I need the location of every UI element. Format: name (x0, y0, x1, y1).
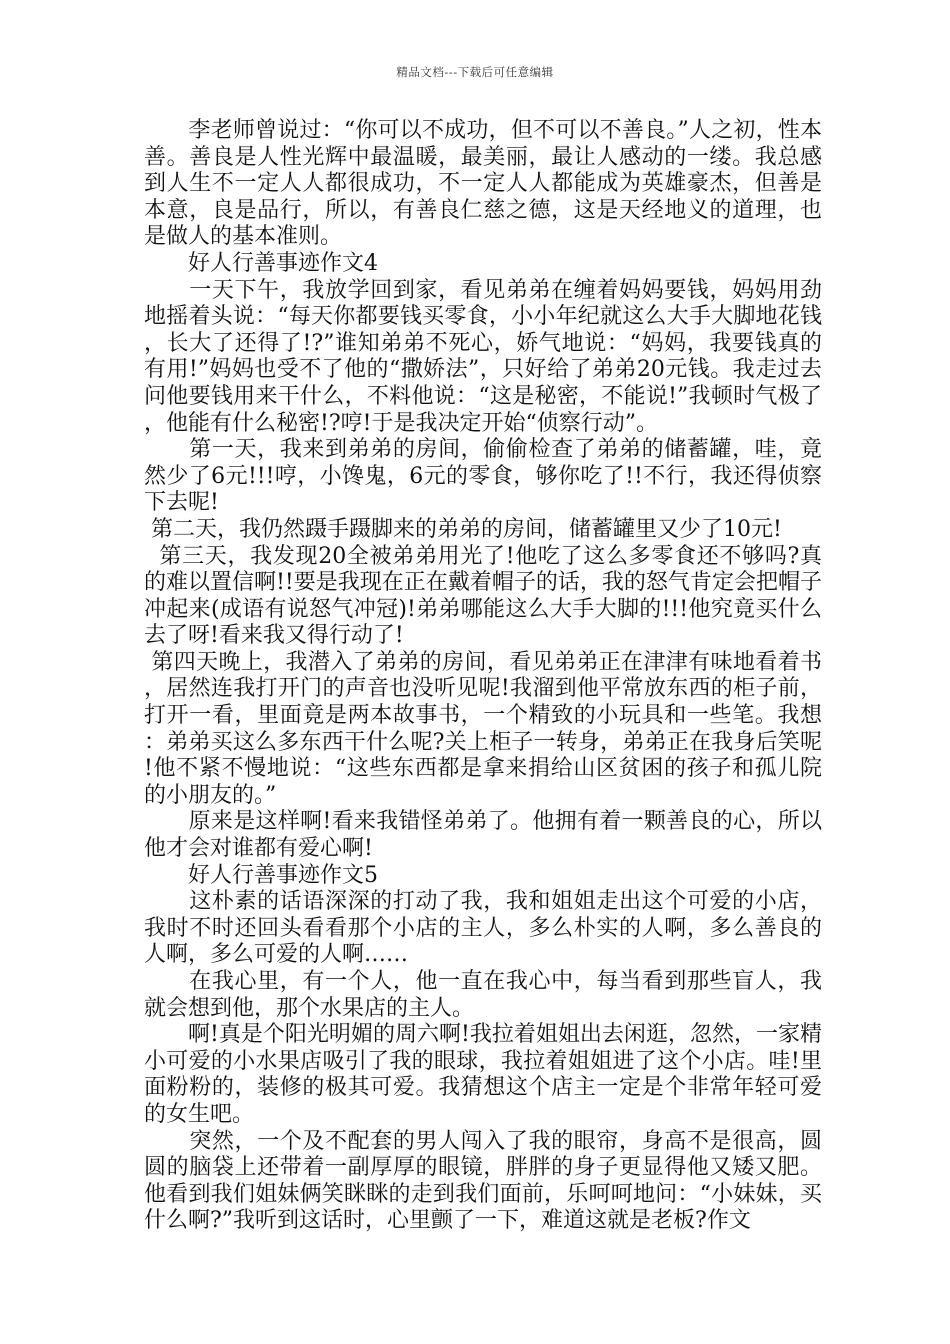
paragraph: 一天下午，我放学回到家，看见弟弟在缠着妈妈要钱，妈妈用劲地摇着头说：“每天你都要钱买零食，小小年纪就这么大手大脚地花钱，长大了还得了!?”谁知弟弟不死心，娇气地说：“妈妈，我要钱真的有用!”妈妈也受不了他的“撒娇法”，只好给了弟弟20元钱。我走过去问他要钱用来干什么，不料他说：“这是秘密，不能说!”我顿时气极了，他能有什么秘密!?哼!于是我决定开始“侦察行动”。 (144, 277, 822, 436)
paragraph: 在我心里，有一个人，他一直在我心中，每当看到那些盲人，我就会想到他，那个水果店的主人。 (144, 969, 822, 1021)
document-body (144, 118, 822, 1235)
paragraph: 这朴素的话语深深的打动了我，我和姐姐走出这个可爱的小店，我时不时还回头看看那个小店的主人，多么朴实的人啊，多么善良的人啊，多么可爱的人啊…… (144, 889, 822, 968)
paragraph: 第二天，我仍然蹑手蹑脚来的弟弟的房间，储蓄罐里又少了10元! (144, 516, 782, 542)
paragraph: 原来是这样啊!看来我错怪弟弟了。他拥有着一颗善良的心，所以他才会对谁都有爱心啊! (144, 809, 822, 862)
page-header: 精品文档---下载后可任意编辑 (396, 65, 554, 79)
paragraph: 第三天，我发现20全被弟弟用光了!他吃了这么多零食还不够吗?真的难以置信啊!!要是我现在正在戴着帽子的话，我的怒气肯定会把帽子冲起来(成语有说怒气冲冠)!弟弟哪能这么大手大脚的!!!他究竟买什么去了呀!看来我又得行动了! (144, 543, 822, 649)
paragraph: 李老师曾说过：“你可以不成功，但不可以不善良。”人之初，性本善。善良是人性光辉中最温暖，最美丽，最让人感动的一缕。我总感到人生不一定人人都很成功，不一定人人都能成为英雄豪杰，但善是本意，良是品行，所以，有善良仁慈之德，这是天经地义的道理，也是做人的基本准则。 (144, 118, 822, 250)
paragraph: 突然，一个及不配套的男人闯入了我的眼帘，身高不是很高，圆圆的脑袋上还带着一副厚厚的眼镜，胖胖的身子更显得他又矮又肥。他看到我们姐妹俩笑眯眯的走到我们面前，乐呵呵地问：“小妹妹，买什么啊?”我听到这话时，心里颤了一下，难道这就是老板?作文 (144, 1128, 822, 1234)
paragraph: 啊!真是个阳光明媚的周六啊!我拉着姐姐出去闲逛，忽然，一家精小可爱的小水果店吸引了我的眼球，我拉着姐姐进了这个小店。哇!里面粉粉的，装修的极其可爱。我猜想这个店主一定是个非常年轻可爱的女生吧。 (144, 1022, 822, 1127)
section-heading: 好人行善事迹作文4 (144, 250, 378, 276)
paragraph: 第一天，我来到弟弟的房间，偷偷检查了弟弟的储蓄罐，哇，竟然少了6元!!!哼，小馋鬼，6元的零食，够你吃了!!不行，我还得侦察下去呢! (144, 437, 822, 516)
paragraph: 第四天晚上，我潜入了弟弟的房间，看见弟弟正在津津有味地看着书，居然连我打开门的声音也没听见呢!我溜到他平常放东西的柜子前，打开一看，里面竟是两本故事书，一个精致的小玩具和一些笔。我想：弟弟买这么多东西干什么呢?关上柜子一转身，弟弟正在我身后笑呢!他不紧不慢地说：“这些东西都是拿来捐给山区贫困的孩子和孤儿院的小朋友的。” (144, 649, 822, 808)
section-heading: 好人行善事迹作文5 (144, 862, 378, 888)
